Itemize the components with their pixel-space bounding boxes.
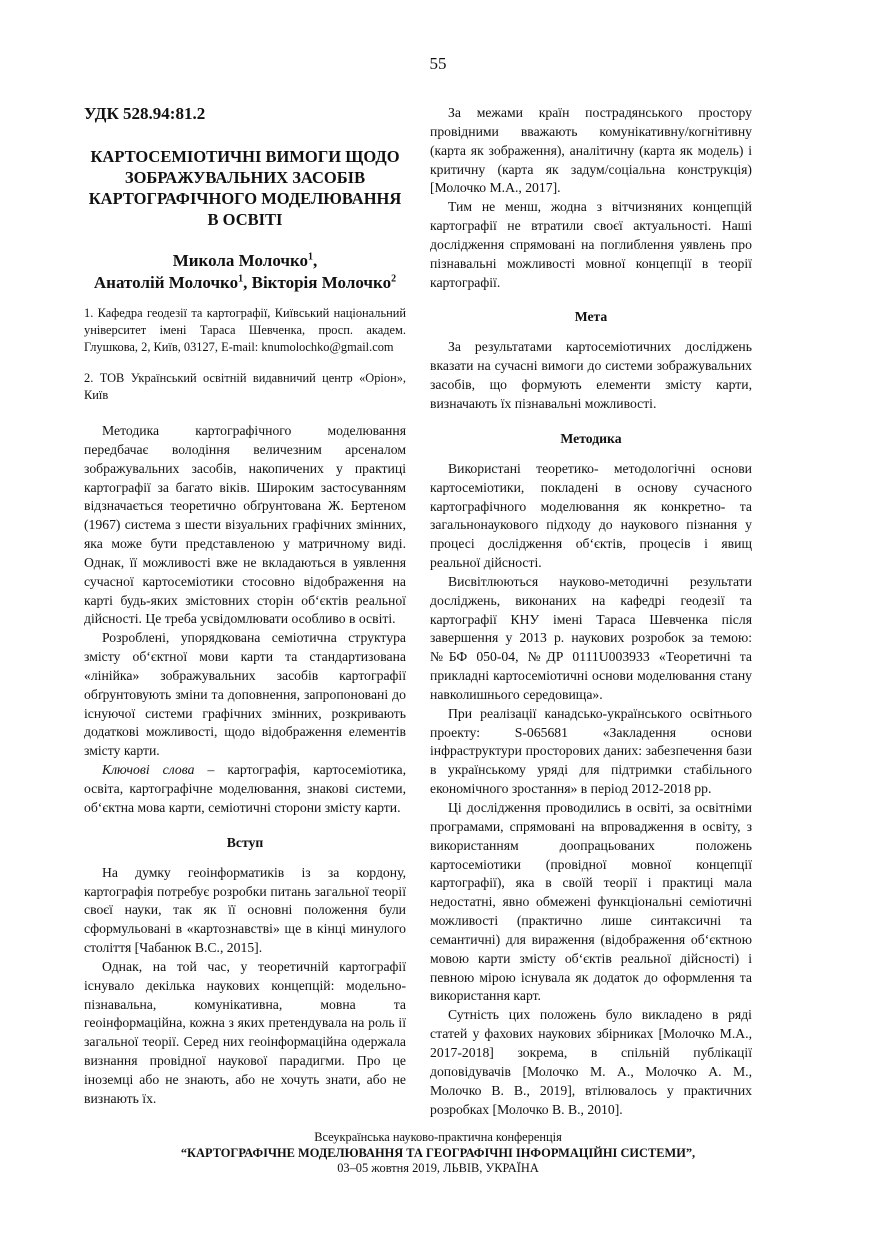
footer-line-conference: Всеукраїнська науково-практична конференція xyxy=(314,1130,562,1144)
author-affiliation-mark: 1 xyxy=(238,273,244,285)
keywords-text: – картографія, картосеміотика, освіта, картографічне моделювання, знакові системи, об‘єктна мова карти, семіотичні сторони змісту карти. xyxy=(84,762,406,815)
keywords-label: Ключові слова xyxy=(102,762,195,778)
author-name: Анатолій Молочко xyxy=(93,273,239,292)
page-number: 55 xyxy=(429,54,447,73)
author-name: Вікторія Молочко xyxy=(251,273,392,292)
method-paragraph: Сутність цих положень було викладено в ряді статей у фахових наукових збірниках [Молочко М.А., 2017-2018] зокрема, в спільній публікації доповідувачів [Молочко М. А., Молочко А. М., Молочко В. В., 2019], втілювалось у практичних розробках [Молочко В. В., 2010]. xyxy=(430,1007,752,1117)
goal-paragraph: За результатами картосеміотичних досліджень вказати на сучасні вимоги до системи зображувальних засобів, що формують елементи змісту карти, визначають їх пізнавальні можливості. xyxy=(430,339,752,411)
conference-footer xyxy=(0,1130,876,1177)
section-heading-method: Методика xyxy=(560,430,622,446)
udk-code: УДК 528.94:81.2 xyxy=(84,104,206,123)
abstract-paragraph: Методика картографічного моделювання передбачає володіння величезним арсеналом зображувальних засобів, накопичених у практиці картографії за багато віків. Широким застосуванням відзначається теоретично обґрунтована Ж. Бертеном (1967) система з шести візуальних графічних змінних, яка може бути представленою у матричному виді. Однак, її можливості вже не вкладаються в уявлення сучасної картосеміотики стосовно відображення на карті будь-яких змістовних сторін об‘єктів реальної дійсності. Це треба усвідомлювати особливо в освіті. xyxy=(84,422,406,627)
intro-paragraph: На думку геоінформатиків із за кордону, картографія потребує розробки питань загальної теорії своєї науки, так як її основні положення були сформульовані в «картознавстві» ще в кінці минулого століття [Чабанюк В.С., 2015]. xyxy=(84,864,406,956)
footer-line-title: “КАРТОГРАФІЧНЕ МОДЕЛЮВАННЯ ТА ГЕОГРАФІЧНІ ІНФОРМАЦІЙНІ СИСТЕМИ”, xyxy=(180,1145,696,1160)
affiliation: 2. ТОВ Український освітній видавничий центр «Оріон», Київ xyxy=(84,371,406,403)
left-column xyxy=(84,104,406,1109)
footer-line-date: 03–05 жовтня 2019, ЛЬВІВ, УКРАЇНА xyxy=(337,1161,539,1175)
intro-continued-paragraph: За межами країн пострадянського простору провідними вважають комунікативну/когнітивну (карта як зображення), аналітичну (карта як модель) і критичну (карта як задум/соціальна конструкція) [Молочко М.А., 2017]. xyxy=(430,105,752,196)
abstract-paragraph: Розроблені, упорядкована семіотична структура змісту об‘єктної мови карти та стандартизована «лінійка» зображувальних засобів картографії обґрунтовують зміни та доповнення, запропоновані до існуючої системи графічних змінних, розкривають додаткові можливості, щодо відображення елементів змісту карти. xyxy=(84,630,406,759)
author-name: Микола Молочко xyxy=(172,251,309,270)
author-affiliation-mark: 1 xyxy=(308,251,314,263)
section-heading-goal: Мета xyxy=(574,309,608,325)
author-list: Микола Молочко$^1$, Анатолій Молочко$^1$, Вікторія Молочко$^2$ xyxy=(93,251,397,292)
right-column xyxy=(430,104,752,1119)
method-paragraph: Висвітлюються науково-методичні результати досліджень, виконаних на кафедрі геодезії та картографії КНУ імені Тараса Шевченка після завершення у 2013 р. наукових розробок за темою: №БФ 050-04, №ДР 0111U003933 «Теоретичні та прикладні картосеміотичні основи моделювання стану навколишнього середовища». xyxy=(430,573,752,702)
intro-continued-paragraph: Тим не менш, жодна з вітчизняних концепцій картографії не втратили своєї актуальності. Наші дослідження спрямовані на поглиблення уявлень про пізнавальні можливості мовної концепції в теорії картографії. xyxy=(430,199,752,290)
paper-title: КАРТОСЕМІОТИЧНІ ВИМОГИ ЩОДО ЗОБРАЖУВАЛЬНИХ ЗАСОБІВ КАРТОГРАФІЧНОГО МОДЕЛЮВАННЯ В ОСВІТІ xyxy=(88,147,402,229)
intro-paragraph: Однак, на той час, у теоретичній картографії існувало декілька наукових концепцій: модельно-пізнавальна, комунікативна, мовна та геоінформаційна, кожна з яких претендувала на роль ії загальної теорії. Серед них геоінформаційна одержала визнання провідної наукової парадигми. Про це іноземці або не знають, або не хочуть знати, або не визнають їх. xyxy=(84,958,406,1106)
method-paragraph: При реалізації канадсько-українського освітнього проекту: S-065681 «Закладення основи інфраструктури просторових даних: забезпечення бази в українському уряді для підтримки стабільного економічного зростання» в період 2012-2018 рр. xyxy=(430,705,752,797)
keywords xyxy=(84,761,406,818)
affiliation: 1. Кафедра геодезії та картографії, Київський національний університет імені Тараса Шевченка, просп. академ. Глушкова, 2, Київ, 03127, E-mail: knumolochko@gmail.com xyxy=(84,306,406,354)
author-affiliation-mark: 2 xyxy=(391,273,397,285)
section-heading-intro: Вступ xyxy=(226,834,264,850)
method-paragraph: Використані теоретико- методологічні основи картосеміотики, покладені в основу сучасного картографічного моделювання як конкретно- та загальнонаукового підходу до наукового пізнання у процесі дослідження об‘єктів, процесів і явищ реальної дійсності. xyxy=(430,460,752,571)
method-paragraph: Ці дослідження проводились в освіті, за освітніми програмами, спрямовані на впровадження в освіту, з використанням доопрацьованих положень картосеміотики (провідної мовної концепції картографії), яка в своїй теорії і практиці мала недостатні, явно обмежені функціональні семіотичні можливості (практично лише синтаксичні та семантичні) для вираження (відображення об‘єктною мовою карти змісту об‘єктів реальної дійсності) і певною мірою існувала як додаток до оформлення та використання карт. xyxy=(430,800,752,1004)
